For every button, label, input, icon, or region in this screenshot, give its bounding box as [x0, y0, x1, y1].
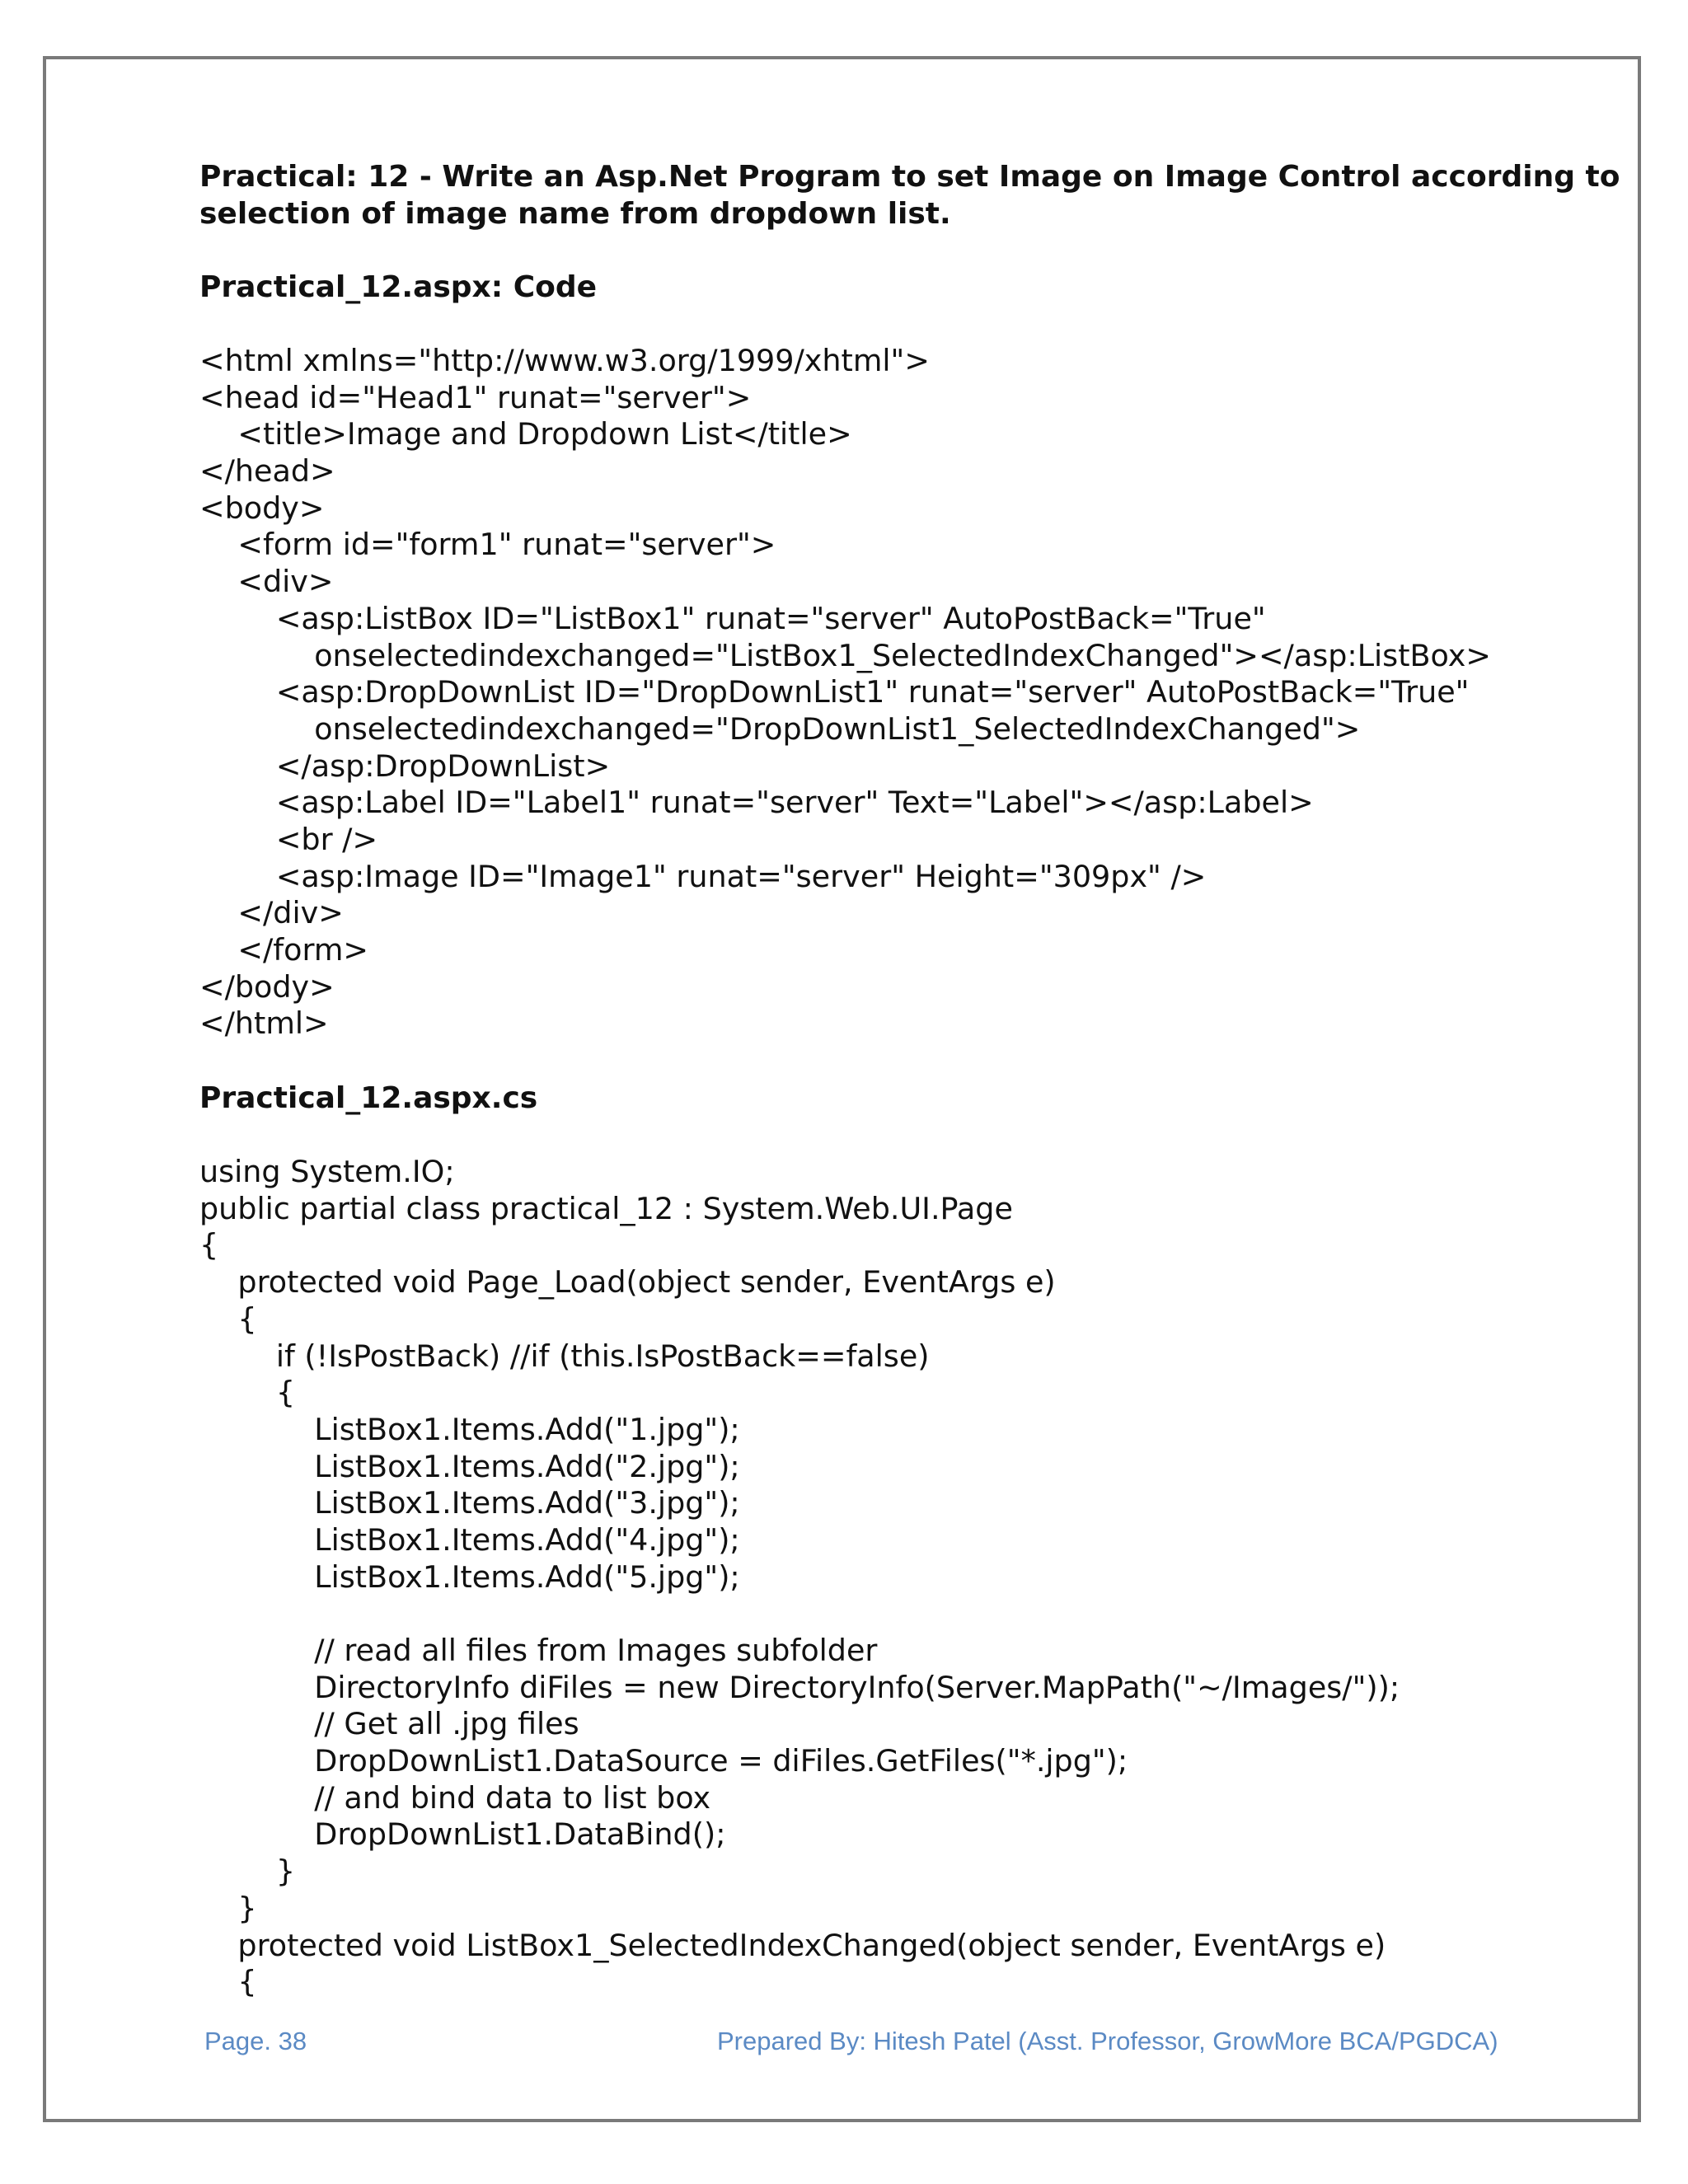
code-line: onselectedindexchanged="DropDownList1_SelectedIndexChanged"> — [199, 710, 1361, 747]
code-line: onselectedindexchanged="ListBox1_SelectedIndexChanged"></asp:ListBox> — [199, 637, 1491, 673]
practical-title: Practical: 12 - Write an Asp.Net Program to set Image on Image Control according to selection of image name from dropdown list. — [199, 160, 1620, 231]
code-line: </html> — [199, 1005, 329, 1042]
code-line: { — [199, 1375, 296, 1411]
code-line: ListBox1.Items.Add("5.jpg"); — [199, 1558, 740, 1595]
code-line: { — [199, 1301, 257, 1337]
aspx-heading: Practical_12.aspx: Code — [199, 270, 598, 304]
code-line: <title>Image and Dropdown List</title> — [199, 416, 852, 452]
code-line: <asp:Label ID="Label1" runat="server" Text="Label"></asp:Label> — [199, 785, 1314, 821]
code-line — [199, 1596, 1634, 1633]
code-line: </div> — [199, 895, 344, 931]
prepared-by: Prepared By: Hitesh Patel (Asst. Professor, GrowMore BCA/PGDCA) — [717, 2027, 1498, 2055]
code-line: { — [199, 1964, 257, 2000]
spacer — [199, 232, 1634, 269]
code-line: </asp:DropDownList> — [199, 748, 611, 784]
code-line: ListBox1.Items.Add("4.jpg"); — [199, 1521, 740, 1558]
page-number: Page. 38 — [204, 2027, 307, 2055]
code-line: <html xmlns="http://www.w3.org/1999/xhtml"> — [199, 343, 930, 378]
code-line: } — [199, 1890, 257, 1926]
aspx-code-block — [199, 343, 1634, 1043]
code-line: public partial class practical_12 : System.Web.UI.Page — [199, 1190, 1013, 1226]
code-line: </head> — [199, 453, 335, 490]
code-line: protected void ListBox1_SelectedIndexChanged(object sender, EventArgs e) — [199, 1927, 1386, 1963]
code-line: <asp:ListBox ID="ListBox1" runat="server" AutoPostBack="True" — [199, 600, 1266, 636]
code-line: <br /> — [199, 821, 378, 857]
spacer — [199, 306, 1634, 343]
document-body — [199, 158, 1634, 2001]
code-line: ListBox1.Items.Add("2.jpg"); — [199, 1448, 740, 1484]
code-line: DropDownList1.DataSource = diFiles.GetFiles("*.jpg"); — [199, 1743, 1128, 1779]
code-line: ListBox1.Items.Add("3.jpg"); — [199, 1485, 740, 1521]
code-line: <form id="form1" runat="server"> — [199, 527, 776, 563]
code-line: } — [199, 1854, 296, 1890]
code-line: <div> — [199, 564, 334, 600]
spacer — [199, 1043, 1634, 1080]
code-line: protected void Page_Load(object sender, EventArgs e) — [199, 1264, 1056, 1301]
code-line: </form> — [199, 932, 368, 968]
cs-code-block — [199, 1154, 1634, 2001]
code-line: using System.IO; — [199, 1154, 455, 1190]
code-line: <asp:Image ID="Image1" runat="server" Height="309px" /> — [199, 858, 1207, 894]
code-line: <asp:DropDownList ID="DropDownList1" runat="server" AutoPostBack="True" — [199, 674, 1470, 710]
code-line: if (!IsPostBack) //if (this.IsPostBack==false) — [199, 1338, 930, 1374]
code-line: DropDownList1.DataBind(); — [199, 1816, 726, 1853]
cs-heading: Practical_12.aspx.cs — [199, 1081, 538, 1116]
code-line: // Get all .jpg files — [199, 1706, 579, 1742]
code-line: // read all files from Images subfolder — [199, 1633, 878, 1668]
code-line: <head id="Head1" runat="server"> — [199, 379, 752, 415]
code-line: // and bind data to list box — [199, 1779, 711, 1816]
code-line: <body> — [199, 490, 325, 526]
code-line: </body> — [199, 968, 335, 1005]
code-line: DirectoryInfo diFiles = new DirectoryInfo(Server.MapPath("~/Images/")); — [199, 1669, 1400, 1705]
code-line: { — [199, 1227, 219, 1263]
spacer — [199, 1117, 1634, 1154]
code-line: ListBox1.Items.Add("1.jpg"); — [199, 1411, 740, 1447]
